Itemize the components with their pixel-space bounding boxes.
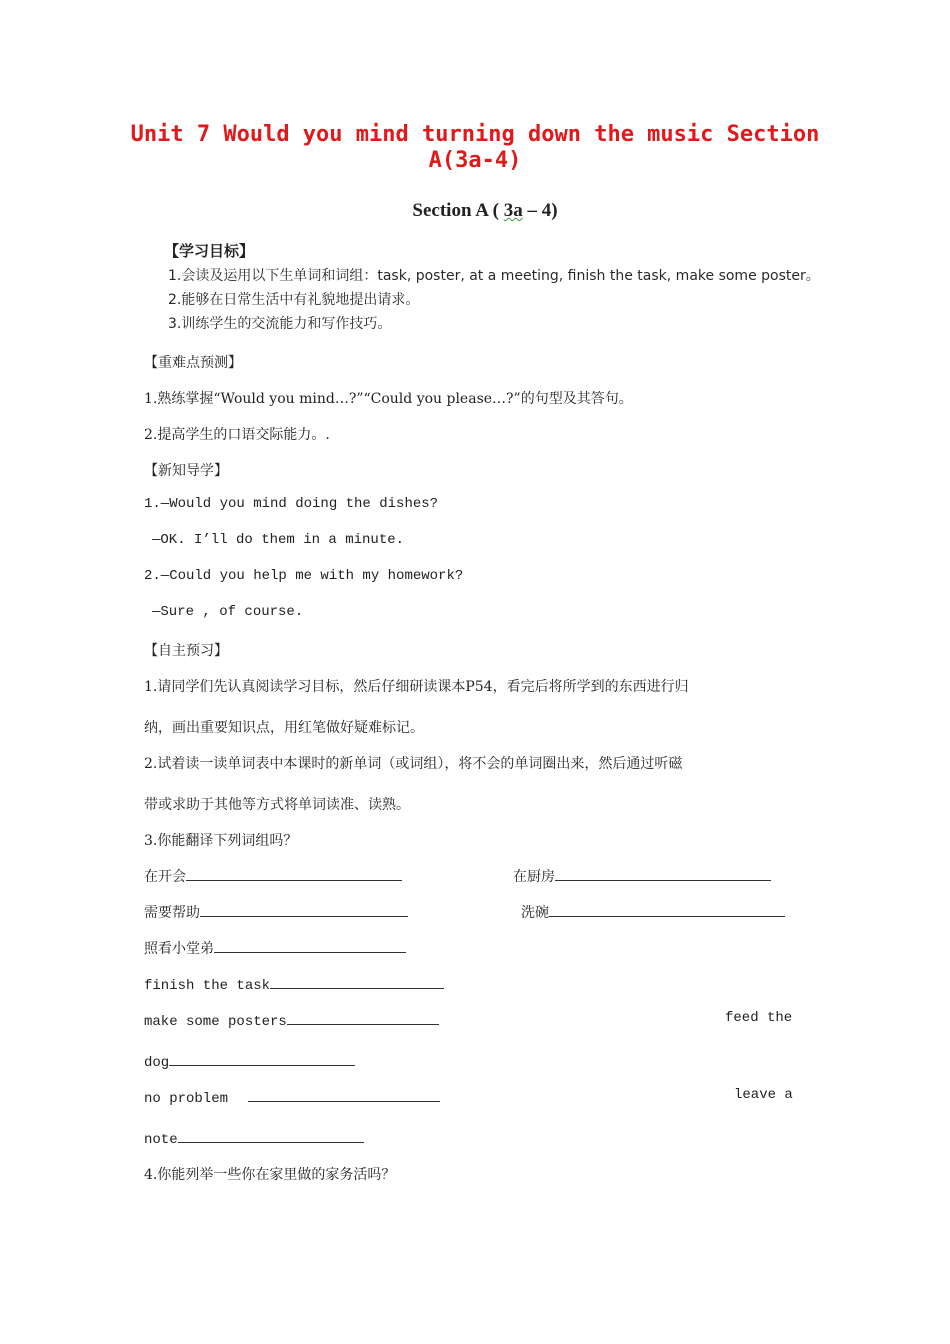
- new-knowledge-heading: 【新知导学】: [144, 463, 228, 479]
- phrase-label: 在厨房: [513, 869, 555, 885]
- phrase-make-posters: [144, 1010, 439, 1030]
- section-heading-suffix: – 4): [522, 200, 558, 221]
- phrase-finish-task: [144, 974, 444, 994]
- section-heading-wave: 3a: [503, 200, 523, 221]
- answer-blank[interactable]: [549, 902, 785, 917]
- key-point-item-2: 2.提高学生的口语交际能力。.: [144, 427, 330, 443]
- answer-blank[interactable]: [214, 938, 406, 953]
- phrase-at-meeting: [144, 866, 402, 886]
- answer-blank[interactable]: [287, 1010, 439, 1025]
- dialogue-line-3: 2.—Could you help me with my homework?: [144, 568, 464, 584]
- phrase-feed-dog-end: [144, 1051, 355, 1071]
- answer-blank[interactable]: [169, 1051, 355, 1066]
- document-title: Unit 7 Would you mind turning down the music Section A(3a-4): [130, 122, 820, 173]
- self-study-item2-line2: 带或求助于其他等方式将单词读准、读熟。: [144, 797, 410, 813]
- phrase-need-help: [144, 902, 408, 922]
- key-point-text-1: 1.熟练掌握“Would you mind…?”“Could you please…?”的句型及其答句。: [144, 391, 633, 407]
- phrase-label: 照看小堂弟: [144, 941, 214, 957]
- self-study-item3: 3.你能翻译下列词组吗？: [144, 833, 298, 849]
- phrase-no-problem: [144, 1087, 440, 1107]
- answer-blank[interactable]: [186, 866, 402, 881]
- dialogue-line-2: —OK. I’ll do them in a minute.: [152, 532, 405, 548]
- self-study-item1-line2: 纳，画出重要知识点，用红笔做好疑难标记。: [144, 720, 424, 736]
- answer-blank[interactable]: [270, 974, 444, 989]
- phrase-label: 在开会: [144, 869, 186, 885]
- phrase-label: no problem: [144, 1091, 229, 1107]
- phrase-label: make some posters: [144, 1014, 287, 1030]
- section-heading-prefix: Section A (: [412, 200, 504, 221]
- self-study-item2-line1: 2.试着读一读单词表中本课时的新单词（或词组），将不会的单词圈出来，然后通过听磁: [144, 756, 683, 772]
- phrase-leave-note-start: leave a: [734, 1087, 793, 1103]
- dialogue-line-1: 1.—Would you mind doing the dishes?: [144, 496, 439, 512]
- self-study-item1-line1: 1.请同学们先认真阅读学习目标，然后仔细研读课本P54，看完后将所学到的东西进行归: [144, 679, 689, 695]
- objective-item-1: 1.会读及运用以下生单词和词组：task, poster, at a meeting, finish the task, make some poster。: [168, 268, 820, 284]
- objectives-heading: 【学习目标】: [164, 242, 255, 260]
- self-study-heading: 【自主预习】: [144, 643, 228, 659]
- key-point-item-1: [144, 388, 633, 408]
- phrase-feed-dog-start: feed the: [725, 1010, 793, 1026]
- phrase-leave-note-end: [144, 1128, 364, 1148]
- objective-item-2: 2.能够在日常生活中有礼貌地提出请求。: [168, 292, 420, 308]
- phrase-wash-dishes: [521, 902, 785, 922]
- dialogue-line-4: —Sure , of course.: [152, 604, 304, 620]
- key-points-heading: 【重难点预测】: [144, 355, 242, 371]
- answer-blank[interactable]: [248, 1087, 440, 1102]
- section-heading: [0, 200, 950, 222]
- phrase-look-after-cousin: [144, 938, 406, 958]
- phrase-label: dog: [144, 1055, 170, 1071]
- phrase-label: note: [144, 1132, 178, 1148]
- answer-blank[interactable]: [555, 866, 771, 881]
- answer-blank[interactable]: [178, 1128, 364, 1143]
- phrase-in-kitchen: [513, 866, 771, 886]
- phrase-label: finish the task: [144, 978, 271, 994]
- phrase-label: 需要帮助: [144, 905, 200, 921]
- objective-item-3: 3.训练学生的交流能力和写作技巧。: [168, 316, 392, 332]
- answer-blank[interactable]: [200, 902, 408, 917]
- phrase-label: 洗碗: [521, 905, 549, 921]
- self-study-item4: 4.你能列举一些你在家里做的家务活吗？: [144, 1167, 396, 1183]
